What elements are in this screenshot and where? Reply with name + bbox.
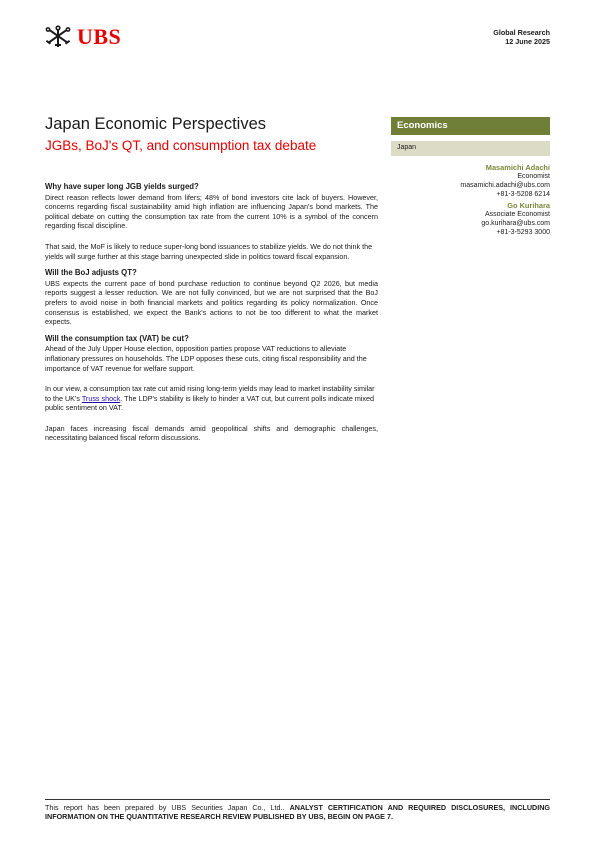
analyst-card [460, 163, 550, 199]
main-body [45, 182, 378, 454]
page-title: Japan Economic Perspectives [45, 115, 267, 133]
logo-text: UBS [77, 24, 122, 49]
paragraph: That said, the MoF is likely to reduce super-long bond issuances to stabilize yields. We do not think the yields will surge further at this stage barring unexpected slide in politics toward fiscal expansion. [45, 241, 373, 261]
analyst-phone: +81-3-5208 6214 [496, 191, 550, 198]
region-label: Japan [391, 141, 550, 156]
footer-text: This report has been prepared by UBS Securities Japan Co., Ltd.. [45, 803, 290, 812]
footer-disclosure [45, 803, 550, 822]
paragraph-text: In our view, a consumption tax rate cut amid rising long-term yields may lead to market instability similar to the UK's [45, 384, 375, 403]
analyst-name: Masamichi Adachi [485, 163, 550, 172]
analyst-name: Go Kurihara [507, 201, 550, 210]
analyst-list [460, 163, 550, 239]
page-subtitle: JGBs, BoJ's QT, and consumption tax debate [45, 138, 317, 153]
report-type: Global Research [493, 28, 550, 37]
section-heading-vat: Will the consumption tax (VAT) be cut? [45, 333, 189, 343]
analyst-phone: +81-3-5293 3000 [496, 229, 550, 236]
analyst-role: Economist [517, 173, 550, 180]
analyst-card [460, 201, 550, 237]
analyst-role: Associate Economist [485, 211, 550, 218]
paragraph: UBS expects the current pace of bond purchase reduction to continue beyond Q2 2026, but media reports suggest a lesser reduction. We are not fully convinced, but we are not surprised that the BoJ prefers to avoid noise in both financial markets and politics regarding its policy normalization. Once consensus is established, we expect the Bank's actions to not be too different to what the market expects. [45, 278, 378, 327]
section-heading-jgb-yields: Why have super long JGB yields surged? [45, 182, 199, 191]
footer-divider [45, 799, 550, 800]
ubs-keys-icon [44, 25, 72, 49]
paragraph: Japan faces increasing fiscal demands amid geopolitical shifts and demographic challenges, necessitating balanced fiscal reform discussions. [45, 423, 378, 443]
paragraph [45, 384, 378, 413]
paragraph: Ahead of the July Upper House election, opposition parties propose VAT reductions to alleviate inflationary pressures on households. The LDP opposes these cuts, citing fiscal responsibility and the importance of VAT revenue for welfare support. [45, 344, 367, 373]
section-heading-boj-qt: Will the BoJ adjusts QT? [45, 268, 137, 278]
sidebar [391, 117, 550, 156]
truss-shock-link[interactable]: Truss shock [81, 393, 121, 403]
category-label: Economics [391, 117, 550, 135]
report-meta [493, 28, 550, 46]
analyst-email[interactable]: go.kurihara@ubs.com [481, 220, 550, 227]
paragraph-text: . The LDP's stability is likely to hinder a VAT cut, but current polls indicate mixed public sentiment on VAT. [45, 393, 375, 413]
footer-bold-text: ANALYST CERTIFICATION AND REQUIRED DISCLOSURES, INCLUDING INFORMATION ON THE QUANTITATIVE RESEARCH REVIEW PUBLISHED BY UBS, BEGIN ON PAGE 7. [45, 803, 550, 822]
analyst-email[interactable]: masamichi.adachi@ubs.com [460, 182, 550, 189]
paragraph: Direct reason reflects lower demand from lifers; 48% of bond investors cite lack of buyers. However, concerns regarding fiscal sustainability amid high inflation are influencing Japan's bond markets. The political debate on cutting the consumption tax rate from the current 10% is a symbol of the concern regarding fiscal discipline. [45, 192, 378, 231]
ubs-logo [44, 24, 121, 50]
report-date: 12 June 2025 [505, 37, 550, 46]
